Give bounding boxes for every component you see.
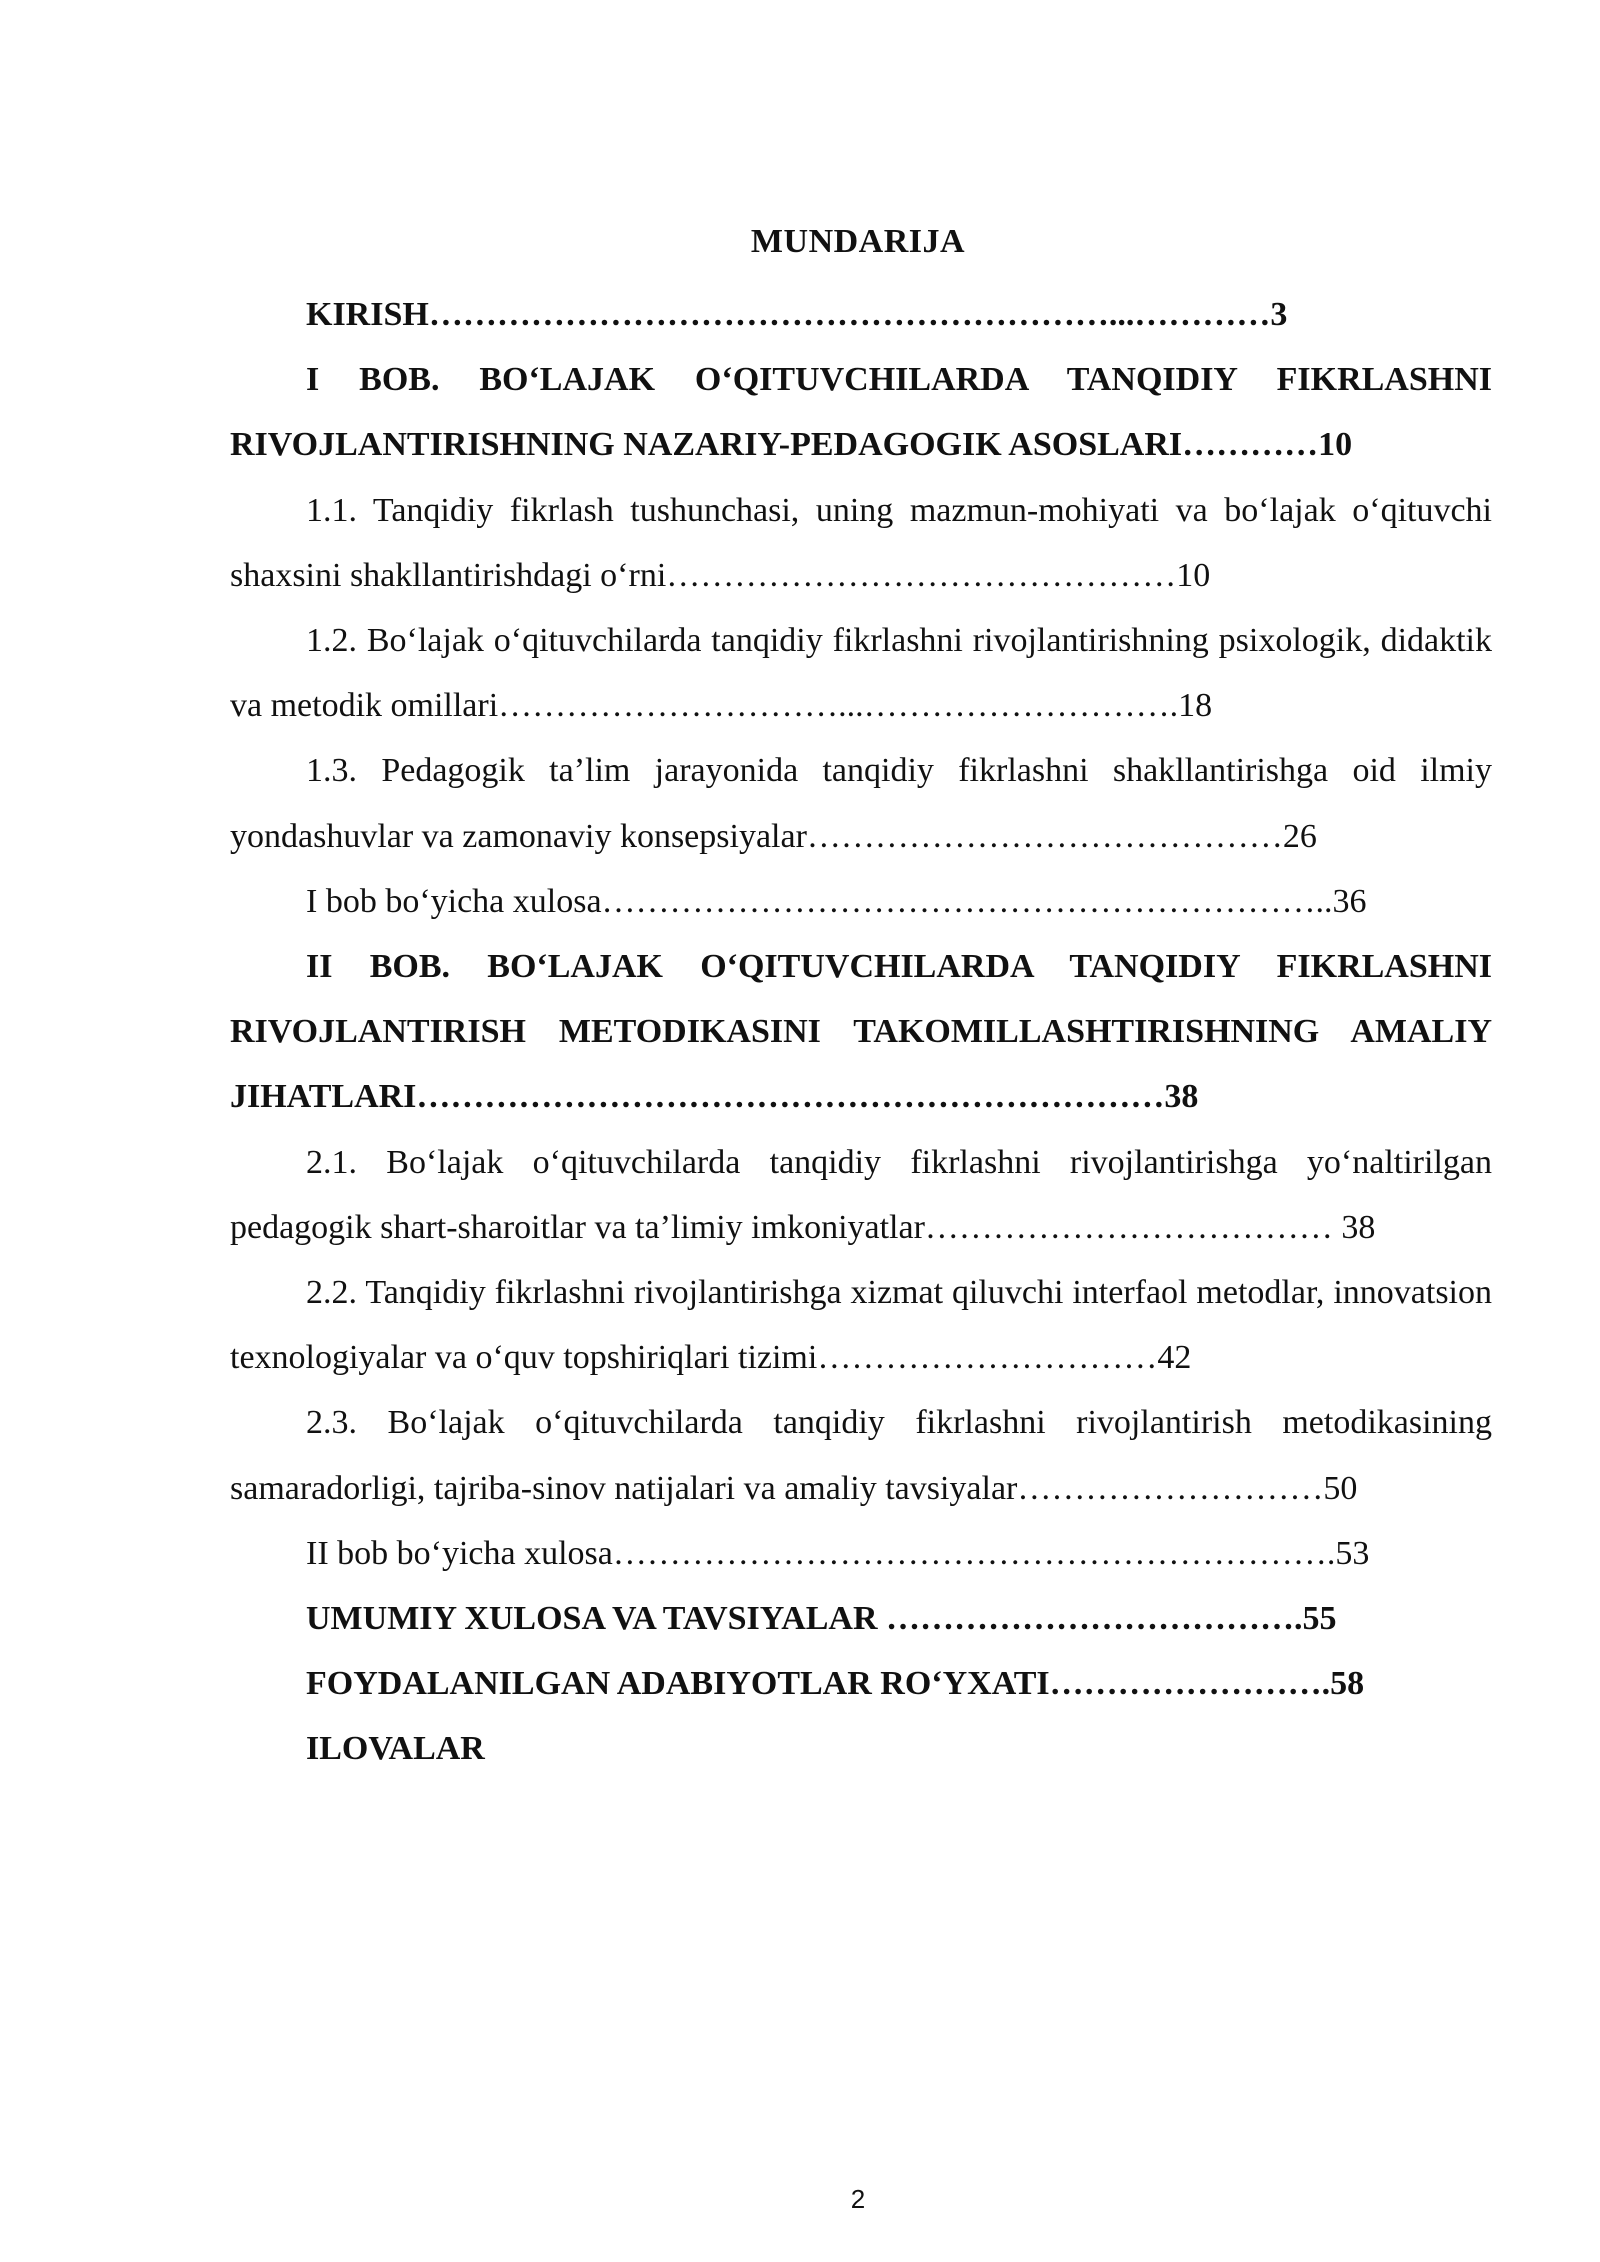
toc-entry-section-2-3: 2.3. Bo‘lajak o‘qituvchilarda tanqidiy fikrlashni rivojlantirish metodikasining samaradorligi, tajriba-sinov natijalari va amaliy tavsiyalar………………………50 bbox=[230, 1404, 1492, 1507]
toc-entry-section-1-2: 1.2. Bo‘lajak o‘qituvchilarda tanqidiy fikrlashni rivojlantirishning psixologik, didaktik va metodik omillari…………………………...……………………….18 bbox=[230, 622, 1492, 725]
toc-entry-appendices: ILOVALAR bbox=[306, 1730, 485, 1768]
toc-entry-references: FOYDALANILGAN ADABIYOTLAR RO‘YXATI…………………….58 bbox=[306, 1665, 1365, 1703]
page-number: 2 bbox=[850, 2184, 866, 2214]
toc-entry-section-1-3: 1.3. Pedagogik ta’lim jarayonida tanqidiy fikrlashni shakllantirishga oid ilmiy yondashuvlar va zamonaviy konsepsiyalar……………………………………26 bbox=[230, 752, 1492, 855]
page-title: MUNDARIJA bbox=[750, 223, 966, 260]
toc-entry-chapter-2: II BOB. BO‘LAJAK O‘QITUVCHILARDA TANQIDIY FIKRLASHNI RIVOJLANTIRISH METODIKASINI TAKOMILLASHTIRISHNING AMALIY JIHATLARI…………………………………………………………38 bbox=[230, 948, 1492, 1116]
toc-entry-section-2-1: 2.1. Bo‘lajak o‘qituvchilarda tanqidiy fikrlashni rivojlantirishga yo‘naltirilgan pedagogik shart-sharoitlar va ta’limiy imkoniyatlar……………………………… 38 bbox=[230, 1143, 1492, 1246]
table-of-contents bbox=[230, 282, 1492, 1782]
toc-entry-section-1-1: 1.1. Tanqidiy fikrlash tushunchasi, uning mazmun-mohiyati va bo‘lajak o‘qituvchi shaxsini shakllantirishdagi o‘rni………………………………………10 bbox=[230, 491, 1492, 594]
toc-entry-introduction: KIRISH……………………………………………………...…………3 bbox=[306, 296, 1288, 333]
toc-entry-general-conclusion: UMUMIY XULOSA VA TAVSIYALAR ……………………………….55 bbox=[306, 1600, 1337, 1638]
toc-entry-chapter-1: I BOB. BO‘LAJAK O‘QITUVCHILARDA TANQIDIY FIKRLASHNI RIVOJLANTIRISHNING NAZARIY-PEDAGOGIK ASOSLARI…………10 bbox=[230, 361, 1492, 464]
toc-entry-section-2-2: 2.2. Tanqidiy fikrlashni rivojlantirishga xizmat qiluvchi interfaol metodlar, innovatsion texnologiyalar va o‘quv topshiriqlari tizimi…………………………42 bbox=[230, 1274, 1492, 1377]
toc-entry-chapter-1-conclusion: I bob bo‘yicha xulosa………………………………………………………..36 bbox=[306, 882, 1367, 920]
toc-entry-chapter-2-conclusion: II bob bo‘yicha xulosa……………………………………………………….53 bbox=[306, 1534, 1370, 1572]
